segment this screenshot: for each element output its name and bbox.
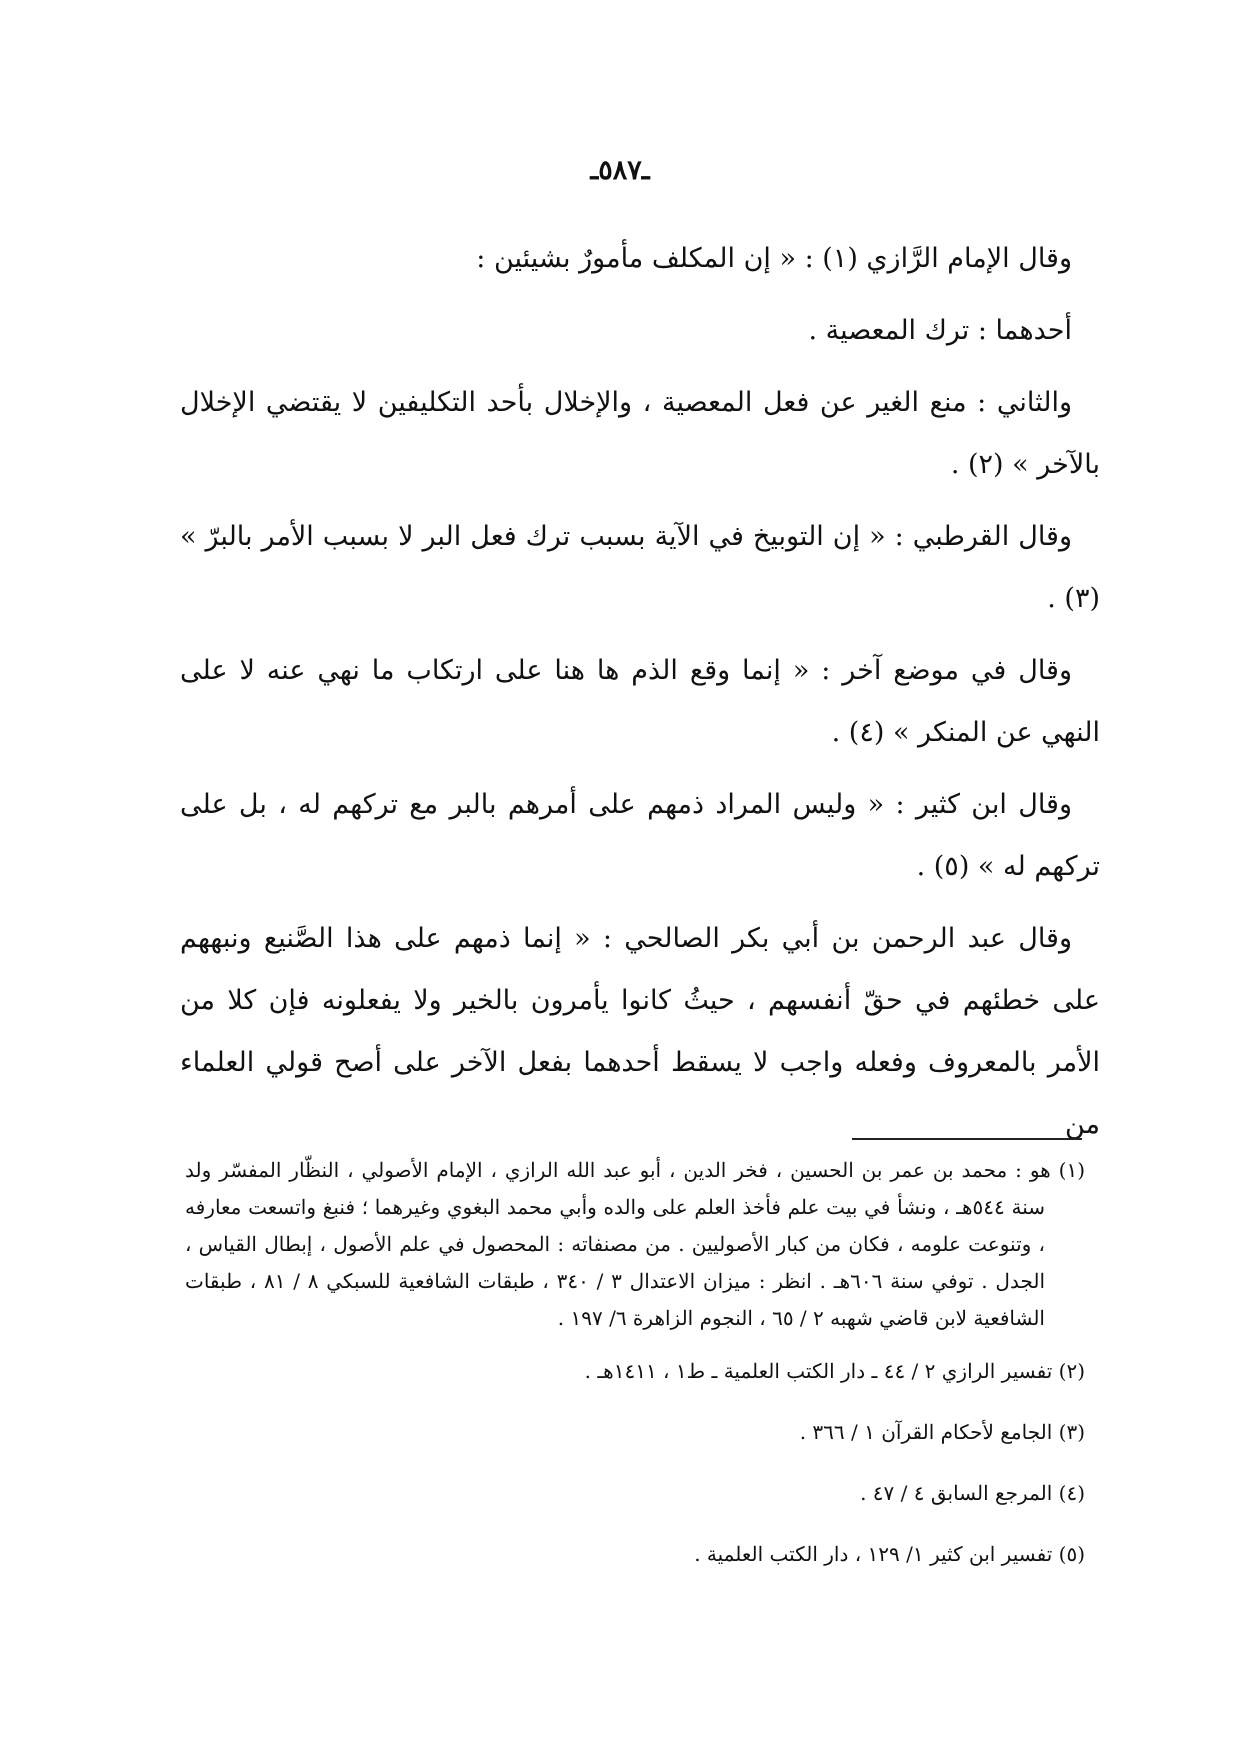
footnote-3: (٣) الجامع لأحكام القرآن ١ / ٣٦٦ . (799, 1420, 1085, 1444)
paragraph-ibn-kathir: وقال ابن كثير : « وليس المراد ذمهم على أمرهم بالبر مع تركهم له ، بل على تركهم له » (٥) . (180, 789, 1100, 882)
main-text (180, 228, 1100, 1166)
paragraph-second-duty: والثاني : منع الغير عن فعل المعصية ، والإخلال بأحد التكليفين لا يقتضي الإخلال بالآخر » (٢) . (180, 387, 1100, 480)
paragraph-first-duty: أحدهما : ترك المعصية . (808, 315, 1072, 346)
paragraph-qurtubi-other: وقال في موضع آخر : « إنما وقع الذم ها هنا على ارتكاب ما نهي عنه لا على النهي عن المنكر » (٤) . (180, 655, 1100, 748)
footnotes (185, 1152, 1085, 1597)
footnote-1: (١) هو : محمد بن عمر بن الحسين ، فخر الدين ، أبو عبد الله الرازي ، الإمام الأصولي ، النظّار المفسّر ولد سنة ٥٤٤هـ ، ونشأ في بيت علم فأخذ العلم على والده وأبي محمد البغوي وغيرهما ؛ فنبغ واتسعت معارفه ، وتنوعت علومه ، فكان من كبار الأصوليين . من مصنفاته : المحصول في علم الأصول ، إبطال القياس ، الجدل . توفي سنة ٦٠٦هـ . انظر : ميزان الاعتدال ٣ / ٣٤٠ ، طبقات الشافعية للسبكي ٨ / ٨١ ، طبقات الشافعية لابن قاضي شهبه ٢ / ٦٥ ، النجوم الزاهرة ٦/ ١٩٧ . (185, 1158, 1085, 1330)
paragraph-qurtubi: وقال القرطبي : « إن التوبيخ في الآية بسبب ترك فعل البر لا بسبب الأمر بالبرّ » (٣) . (180, 521, 1100, 614)
footnote-5: (٥) تفسير ابن كثير ١/ ١٢٩ ، دار الكتب العلمية . (694, 1542, 1085, 1566)
page-number: ـ٥٨٧ـ (590, 155, 650, 186)
paragraph-razi-intro: وقال الإمام الرَّازي (١) : « إن المكلف مأمورٌ بشيئين : (476, 243, 1072, 274)
footnote-4: (٤) المرجع السابق ٤ / ٤٧ . (860, 1481, 1085, 1505)
footnote-separator (852, 1138, 1082, 1140)
footnote-2: (٢) تفسير الرازي ٢ / ٤٤ ـ دار الكتب العلمية ـ ط١ ، ١٤١١هـ . (584, 1359, 1085, 1383)
paragraph-salihi: وقال عبد الرحمن بن أبي بكر الصالحي : « إنما ذمهم على هذا الصَّنيع ونبههم على خطئهم في حقّ أنفسهم ، حيثُ كانوا يأمرون بالخير ولا يفعلونه فإن كلا من الأمر بالمعروف وفعله واجب لا يسقط أحدهما بفعل الآخر على أصح قولي العلماء من (180, 923, 1100, 1140)
